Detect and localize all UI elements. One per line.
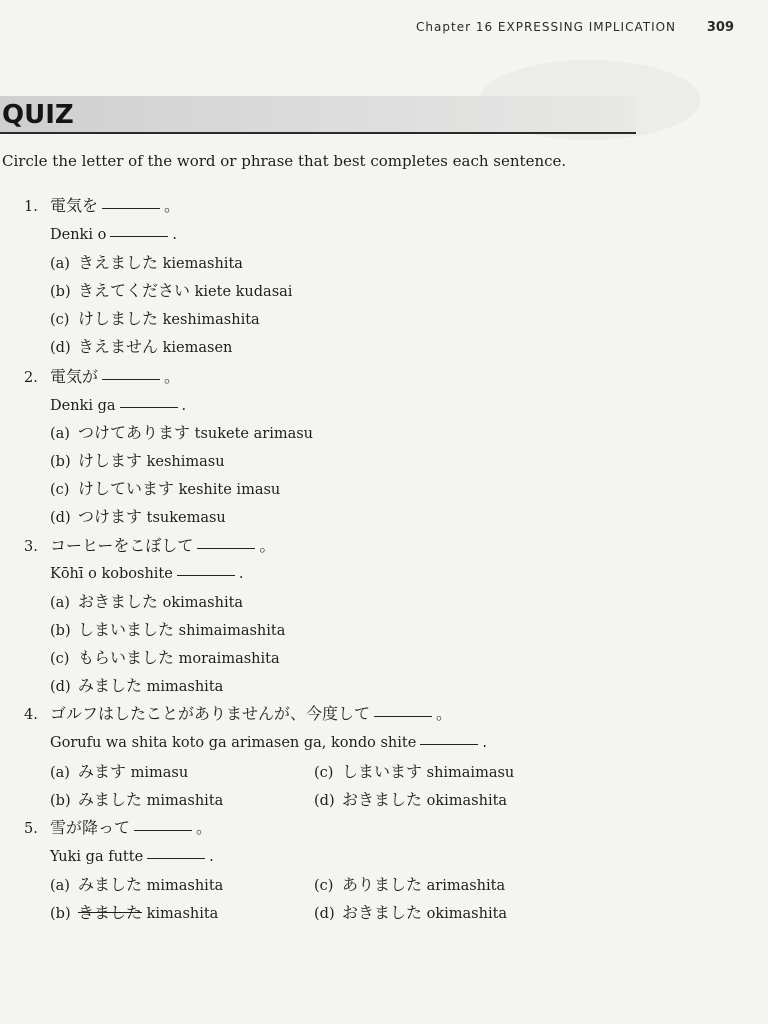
answer-blank	[102, 379, 160, 380]
answer-blank	[374, 716, 432, 717]
question-1-prompt: 1. 電気を 。	[24, 196, 181, 215]
question-3-option-a[interactable]: (a) おきました okimashita	[50, 592, 244, 611]
question-2-prompt: 2. 電気が 。	[24, 367, 181, 386]
question-2-option-a[interactable]: (a) つけてあります tsukete arimasu	[50, 423, 314, 442]
answer-blank	[120, 407, 178, 408]
question-3-option-d[interactable]: (d) みました mimashita	[50, 676, 224, 695]
answer-blank	[177, 575, 235, 576]
question-2-romaji: Denki ga .	[50, 398, 187, 414]
question-1-option-c[interactable]: (c) けしました keshimashita	[50, 309, 260, 328]
question-3-romaji: Kōhī o koboshite .	[50, 566, 244, 582]
question-4-prompt: 4. ゴルフはしたことがありませんが、今度して 。	[24, 704, 453, 723]
question-3-option-b[interactable]: (b) しまいました shimaimashita	[50, 620, 286, 639]
question-3-prompt: 3. コーヒーをこぼして 。	[24, 536, 276, 555]
answer-blank	[110, 236, 168, 237]
quiz-title-band	[0, 96, 636, 134]
question-1-option-b[interactable]: (b) きえてください kiete kudasai	[50, 281, 293, 300]
answer-blank	[147, 858, 205, 859]
page-number: 309	[706, 20, 734, 35]
question-5-option-a[interactable]: (a) みました mimashita	[50, 875, 224, 894]
question-1-option-a[interactable]: (a) きえました kiemashita	[50, 253, 243, 272]
question-5-option-b[interactable]: (b) きました kimashita	[50, 903, 219, 922]
question-2-option-d[interactable]: (d) つけます tsukemasu	[50, 507, 226, 526]
question-5-option-d[interactable]: (d) おきました okimashita	[314, 903, 508, 922]
question-4-option-c[interactable]: (c) しまいます shimaimasu	[314, 762, 515, 781]
question-5-prompt: 5. 雪が降って 。	[24, 818, 213, 837]
question-2-option-b[interactable]: (b) けします keshimasu	[50, 451, 225, 470]
quiz-title: QUIZ	[2, 100, 74, 130]
question-5-option-c[interactable]: (c) ありました arimashita	[314, 875, 506, 894]
question-4-option-b[interactable]: (b) みました mimashita	[50, 790, 224, 809]
chapter-heading: Chapter 16 EXPRESSING IMPLICATION	[416, 20, 677, 34]
question-4-romaji: Gorufu wa shita koto ga arimasen ga, kondo shite .	[50, 735, 487, 751]
answer-blank	[102, 208, 160, 209]
question-4-option-d[interactable]: (d) おきました okimashita	[314, 790, 508, 809]
instructions: Circle the letter of the word or phrase that best completes each sentence.	[2, 152, 567, 170]
answer-blank	[197, 548, 255, 549]
question-1-option-d[interactable]: (d) きえません kiemasen	[50, 337, 233, 356]
question-3-option-c[interactable]: (c) もらいました moraimashita	[50, 648, 280, 667]
question-5-romaji: Yuki ga futte .	[50, 849, 214, 865]
question-4-option-a[interactable]: (a) みます mimasu	[50, 762, 189, 781]
answer-blank	[420, 744, 478, 745]
running-head	[416, 20, 734, 35]
question-1-romaji: Denki o .	[50, 227, 177, 243]
answer-blank	[134, 830, 192, 831]
question-2-option-c[interactable]: (c) けしています keshite imasu	[50, 479, 281, 498]
